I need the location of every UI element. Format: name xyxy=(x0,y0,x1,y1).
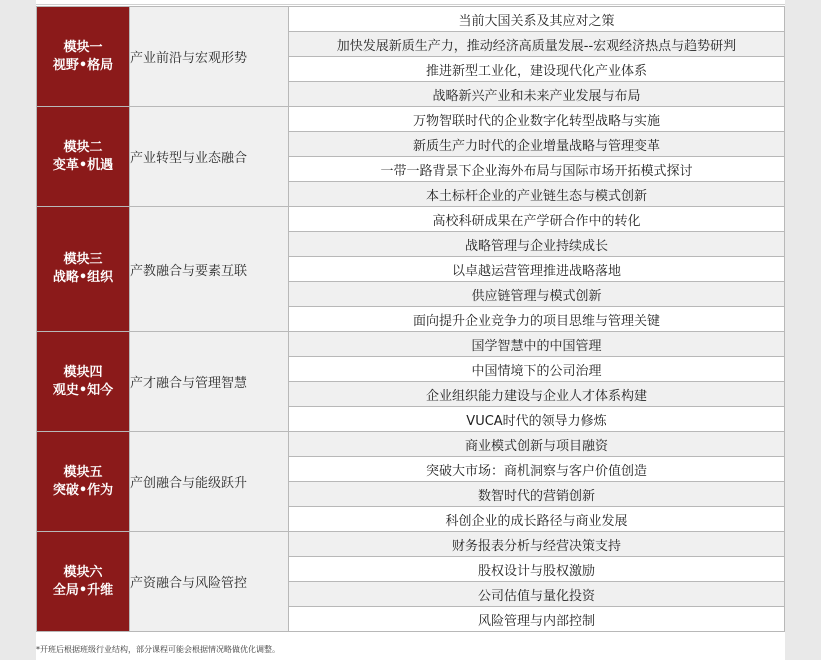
module-theme: 产教融合与要素互联 xyxy=(130,207,289,332)
course-title: 加快发展新质生产力，推动经济高质量发展--宏观经济热点与趋势研判 xyxy=(289,32,785,57)
course-title: 财务报表分析与经营决策支持 xyxy=(289,532,785,557)
course-title: 推进新型工业化，建设现代化产业体系 xyxy=(289,57,785,82)
module-label xyxy=(37,207,130,332)
curriculum-body xyxy=(37,7,785,632)
course-title: 数智时代的营销创新 xyxy=(289,482,785,507)
course-title: VUCA时代的领导力修炼 xyxy=(289,407,785,432)
course-title: 国学智慧中的中国管理 xyxy=(289,332,785,357)
module-name: 模块四 xyxy=(63,364,103,380)
course-title: 面向提升企业竞争力的项目思维与管理关键 xyxy=(289,307,785,332)
course-title: 企业组织能力建设与企业人才体系构建 xyxy=(289,382,785,407)
module-label xyxy=(37,532,130,632)
course-title: 中国情境下的公司治理 xyxy=(289,357,785,382)
module-name: 模块六 xyxy=(63,564,103,580)
module-theme: 产创融合与能级跃升 xyxy=(130,432,289,532)
course-title: 商业模式创新与项目融资 xyxy=(289,432,785,457)
course-title: 一带一路背景下企业海外布局与国际市场开拓模式探讨 xyxy=(289,157,785,182)
top-divider xyxy=(36,0,785,5)
module-subtitle: 观史•知今 xyxy=(52,382,114,398)
course-title: 股权设计与股权激励 xyxy=(289,557,785,582)
course-title: 高校科研成果在产学研合作中的转化 xyxy=(289,207,785,232)
course-row xyxy=(37,107,785,132)
module-theme: 产业前沿与宏观形势 xyxy=(130,7,289,107)
course-title: 战略新兴产业和未来产业发展与布局 xyxy=(289,82,785,107)
course-title: 战略管理与企业持续成长 xyxy=(289,232,785,257)
curriculum-table xyxy=(36,6,785,632)
course-row xyxy=(37,432,785,457)
course-title: 以卓越运营管理推进战略落地 xyxy=(289,257,785,282)
module-theme: 产资融合与风险管控 xyxy=(130,532,289,632)
course-row xyxy=(37,532,785,557)
module-subtitle: 战略•组织 xyxy=(52,270,114,285)
footnote: *开班后根据班级行业结构，部分课程可能会根据情况略做优化调整。 xyxy=(36,645,280,654)
course-title: 供应链管理与模式创新 xyxy=(289,282,785,307)
course-title: 当前大国关系及其应对之策 xyxy=(289,7,785,32)
course-title: 突破大市场：商机洞察与客户价值创造 xyxy=(289,457,785,482)
course-title: 科创企业的成长路径与商业发展 xyxy=(289,507,785,532)
module-theme: 产才融合与管理智慧 xyxy=(130,332,289,432)
module-name: 模块三 xyxy=(63,252,103,267)
module-label xyxy=(37,432,130,532)
curriculum-sheet xyxy=(36,0,785,660)
course-title: 万物智联时代的企业数字化转型战略与实施 xyxy=(289,107,785,132)
course-row xyxy=(37,7,785,32)
module-subtitle: 全局•升维 xyxy=(52,582,114,598)
course-title: 新质生产力时代的企业增量战略与管理变革 xyxy=(289,132,785,157)
module-label xyxy=(37,7,130,107)
module-label xyxy=(37,107,130,207)
module-name: 模块二 xyxy=(63,139,103,155)
course-row xyxy=(37,332,785,357)
module-subtitle: 视野•格局 xyxy=(52,57,114,73)
module-theme: 产业转型与业态融合 xyxy=(130,107,289,207)
module-label xyxy=(37,332,130,432)
module-subtitle: 变革•机遇 xyxy=(52,157,114,173)
course-row xyxy=(37,207,785,232)
module-subtitle: 突破•作为 xyxy=(52,482,114,498)
course-title: 风险管理与内部控制 xyxy=(289,607,785,632)
course-title: 本土标杆企业的产业链生态与模式创新 xyxy=(289,182,785,207)
course-title: 公司估值与量化投资 xyxy=(289,582,785,607)
module-name: 模块一 xyxy=(63,39,103,55)
module-name: 模块五 xyxy=(63,464,103,480)
